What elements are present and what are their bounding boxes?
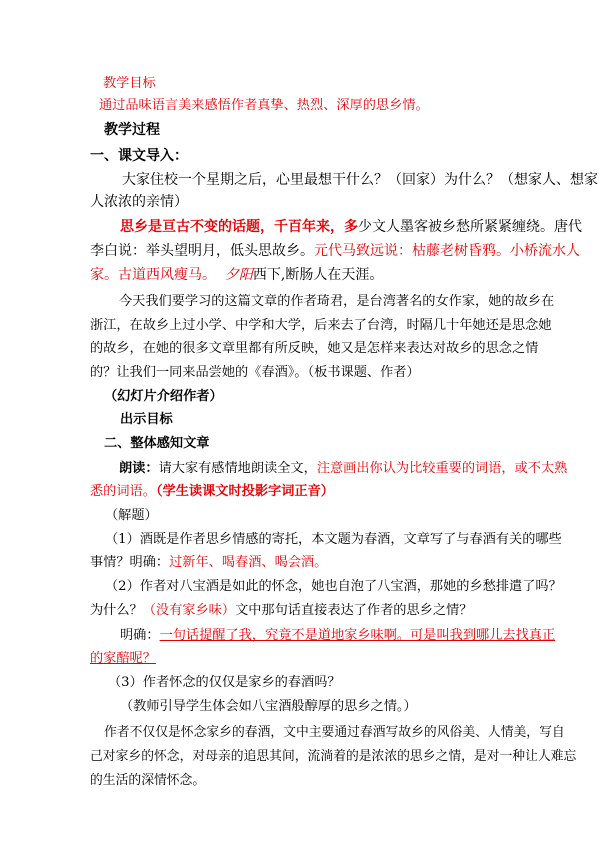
intro-p1-line2: 人浓浓的亲情） — [90, 194, 188, 210]
intro-p3-line4: 的？让我们一同来品尝她的《春酒》。（板书课题、作者） — [90, 365, 420, 380]
read-text: 请大家有感情地朗读全文， — [158, 461, 317, 476]
read-line1 — [119, 460, 567, 478]
intro-p1-line1: 大家住校一个星期之后，心里最想干什么？（回家）为什么？（想家人、想家 — [122, 172, 598, 188]
intro-p2-mazhiyuan: 元代马致远说：枯藤老树昏鸦。小桥流水人 — [314, 243, 580, 259]
answer-line2 — [90, 650, 156, 668]
conclusion-line2: 己对家乡的怀念，对母亲的追思其间，流淌着的是浓浓的思乡之情，是对一种让人难忘 — [90, 749, 577, 764]
intro-p3-line1: 今天我们要学习的这篇文章的作者琦君，是台湾著名的女作家，她的故乡在 — [119, 294, 555, 309]
intro-p3-line3: 的故乡，在她的很多文章里都有所反映，她又是怎样来表达对故乡的思念之情 — [90, 341, 539, 356]
goal-heading: 教学目标 — [103, 76, 156, 91]
conclusion-line3: 的生活的深情怀念。 — [90, 773, 206, 788]
intro-p2-red-a: 思乡是亘古不变的话题， — [120, 219, 274, 235]
section1-heading: 一、课文导入： — [90, 148, 188, 164]
intro-p2-line2 — [90, 242, 580, 260]
intro-p2-poem-rest: 西下,断肠人在天涯。 — [252, 267, 384, 283]
intro-p3-line2: 浙江，在故乡上过小学、中学和大学，后来去了台湾，时隔几十年她还是思念她 — [90, 318, 552, 333]
explain-title: （解题） — [105, 508, 158, 523]
answer-quote-end: 的家醅呢？ — [90, 651, 156, 666]
q3-guide: （教师引导学生体会如八宝酒般醇厚的思乡之情。） — [120, 699, 417, 714]
q3-line: （3）作者怀念的仅仅是家乡的春酒吗？ — [108, 675, 341, 690]
intro-p2-line3 — [90, 266, 383, 284]
answer-quote: 一句话提醒了我，究竟不是道地家乡味啊。可是叫我到哪儿去找真正 — [159, 628, 556, 643]
q1-label: 事情？明确： — [90, 555, 170, 570]
read-label: 朗读： — [119, 461, 159, 476]
process-heading: 教学过程 — [104, 122, 160, 138]
section2-heading: 二、整体感知文章 — [104, 436, 210, 451]
intro-p2-red-b: 千百年来，多 — [274, 219, 358, 235]
q2-why: 为什么？ — [90, 603, 143, 618]
intro-p2-poem-a: 家。古道西风瘦马。 — [90, 267, 216, 283]
q2-line2 — [90, 602, 472, 620]
intro-p2-line1 — [120, 218, 582, 236]
answer-line1 — [120, 627, 555, 645]
intro-p2-rest1: 少文人墨客被乡愁所紧紧缠绕。唐代 — [358, 219, 582, 235]
read-note-red: （学生读课文时投影字词正音） — [155, 484, 334, 499]
goal-text: 通过品味语言美来感悟作者真挚、热烈、深厚的思乡情。 — [99, 98, 429, 113]
q1-line2 — [90, 554, 327, 572]
q2-no-taste: （没有家乡味） — [142, 603, 236, 618]
slide-note: （幻灯片介绍作者） — [104, 389, 223, 404]
intro-p2-libai: 李白说：举头望明月，低头思故乡。 — [90, 243, 314, 259]
q2-line1: （2）作者对八宝酒是如此的怀念，她也自泡了八宝酒，那她的乡愁排遣了吗？ — [105, 579, 562, 594]
q1-line1: （1）酒既是作者思乡情感的寄托，本文题为春酒，文章写了与春酒有关的哪些 — [105, 532, 562, 547]
conclusion-line1: 作者不仅仅是怀念家乡的春酒，文中主要通过春酒写故乡的风俗美、人情美，写自 — [104, 725, 565, 740]
read-text-red: 注意画出你认为比较重要的词语，或不太熟 — [316, 461, 568, 476]
answer-label: 明确： — [120, 628, 160, 643]
q1-answer: 过新年、喝春酒、喝会酒。 — [169, 555, 328, 570]
q2-question: 文中那句话直接表达了作者的思乡之情？ — [235, 603, 473, 618]
intro-p2-poem-b: 夕阳 — [224, 267, 253, 283]
read-line2 — [90, 483, 334, 501]
read-text-red2: 悉的词语。 — [90, 484, 156, 499]
show-goal: 出示目标 — [120, 412, 173, 427]
